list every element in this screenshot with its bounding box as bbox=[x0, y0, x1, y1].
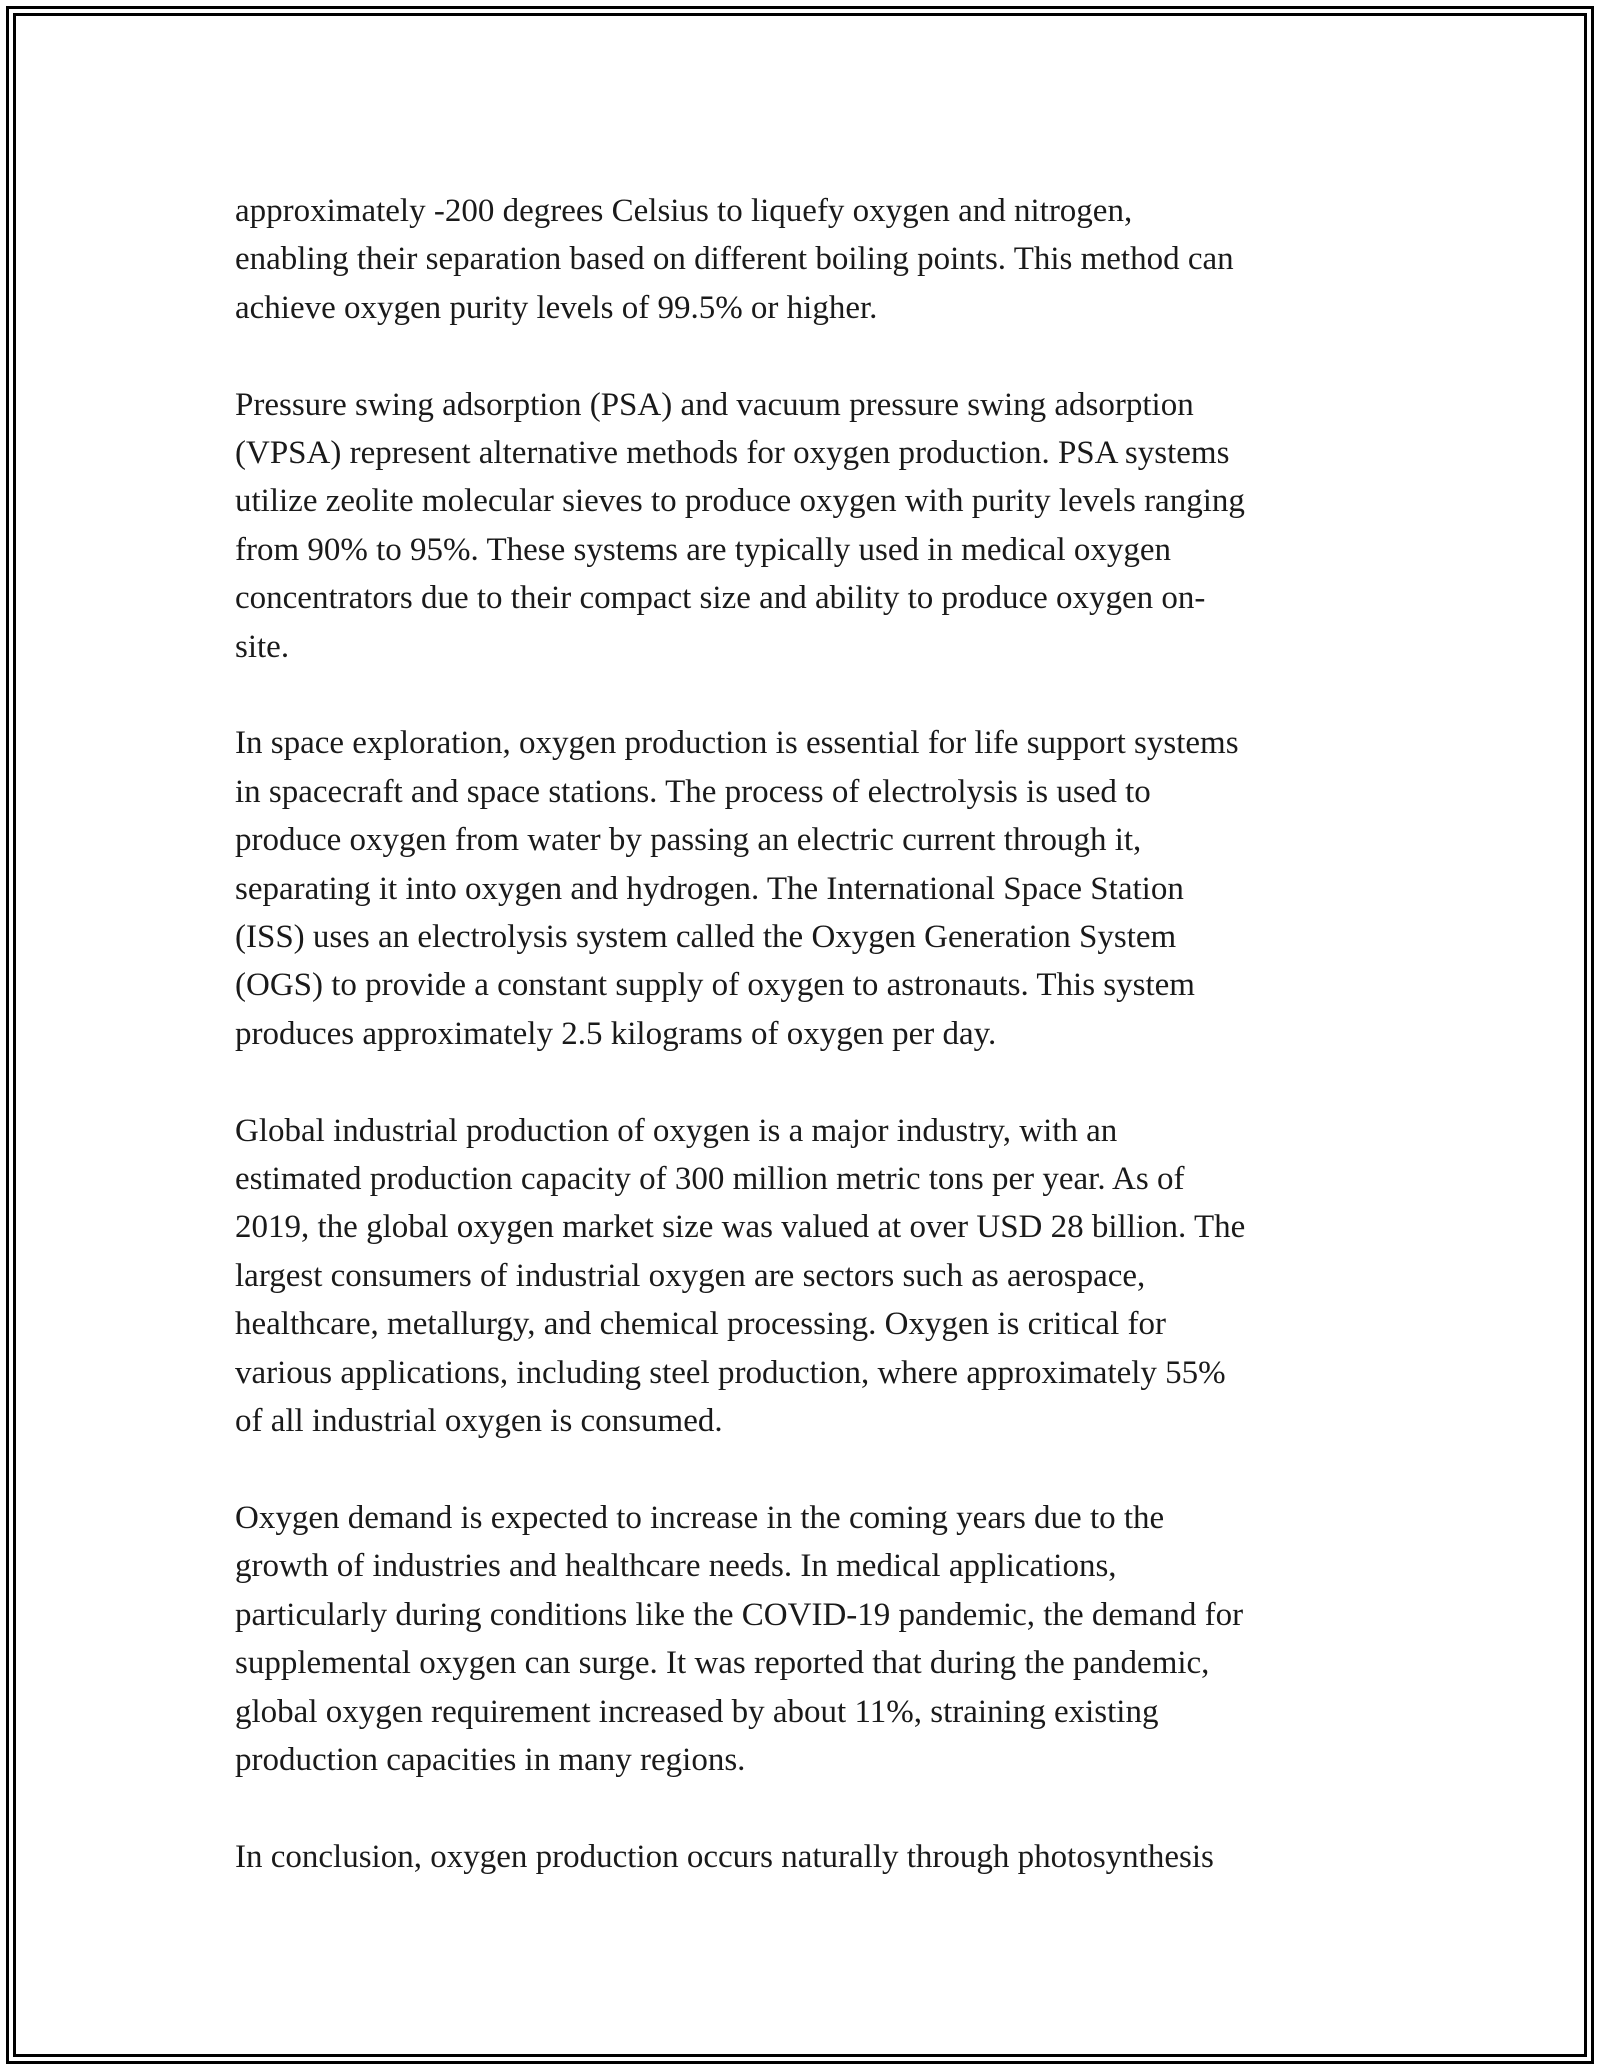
text-line: healthcare, metallurgy, and chemical processing. Oxygen is critical for bbox=[235, 1306, 1166, 1343]
paragraph-global-industry bbox=[235, 1107, 1375, 1446]
text-line: enabling their separation based on different boiling points. This method can bbox=[235, 241, 1234, 278]
text-line: utilize zeolite molecular sieves to produce oxygen with purity levels ranging bbox=[235, 483, 1245, 520]
text-line: from 90% to 95%. These systems are typically used in medical oxygen bbox=[235, 531, 1172, 568]
text-line: concentrators due to their compact size and ability to produce oxygen on- bbox=[235, 580, 1206, 617]
text-line: Global industrial production of oxygen is a major industry, with an bbox=[235, 1112, 1118, 1149]
text-line: In conclusion, oxygen production occurs naturally through photosynthesis bbox=[235, 1838, 1214, 1875]
text-line: largest consumers of industrial oxygen are sectors such as aerospace, bbox=[235, 1257, 1146, 1294]
text-line: site. bbox=[235, 628, 290, 665]
text-line: approximately -200 degrees Celsius to liquefy oxygen and nitrogen, bbox=[235, 193, 1133, 229]
text-line: 2019, the global oxygen market size was valued at over USD 28 billion. The bbox=[235, 1209, 1246, 1246]
text-line: (VPSA) represent alternative methods for oxygen production. PSA systems bbox=[235, 435, 1230, 472]
text-line: produces approximately 2.5 kilograms of oxygen per day. bbox=[235, 1015, 997, 1052]
text-line: various applications, including steel production, where approximately 55% bbox=[235, 1354, 1226, 1391]
paragraph-oxygen-demand bbox=[235, 1494, 1375, 1784]
text-line: supplemental oxygen can surge. It was reported that during the pandemic, bbox=[235, 1645, 1210, 1682]
text-line: Pressure swing adsorption (PSA) and vacuum pressure swing adsorption bbox=[235, 386, 1194, 423]
text-line: produce oxygen from water by passing an electric current through it, bbox=[235, 822, 1142, 859]
document-body bbox=[235, 187, 1375, 1881]
text-line: separating it into oxygen and hydrogen. The International Space Station bbox=[235, 870, 1184, 907]
paragraph-space-exploration bbox=[235, 719, 1375, 1058]
text-line: of all industrial oxygen is consumed. bbox=[235, 1403, 723, 1440]
text-line: achieve oxygen purity levels of 99.5% or higher. bbox=[235, 289, 878, 326]
text-line: global oxygen requirement increased by about 11%, straining existing bbox=[235, 1693, 1159, 1730]
text-line: (OGS) to provide a constant supply of oxygen to astronauts. This system bbox=[235, 967, 1195, 1004]
text-line: growth of industries and healthcare needs. In medical applications, bbox=[235, 1548, 1117, 1585]
paragraph-air-separation bbox=[235, 187, 1375, 332]
paragraph-psa-vpsa bbox=[235, 381, 1375, 671]
text-line: particularly during conditions like the COVID-19 pandemic, the demand for bbox=[235, 1596, 1244, 1633]
text-line: In space exploration, oxygen production is essential for life support systems bbox=[235, 725, 1239, 762]
text-line: estimated production capacity of 300 million metric tons per year. As of bbox=[235, 1161, 1185, 1198]
text-line: production capacities in many regions. bbox=[235, 1741, 746, 1778]
text-line: (ISS) uses an electrolysis system called the Oxygen Generation System bbox=[235, 919, 1177, 956]
text-line: Oxygen demand is expected to increase in the coming years due to the bbox=[235, 1499, 1165, 1536]
paragraph-conclusion bbox=[235, 1833, 1375, 1881]
text-line: in spacecraft and space stations. The process of electrolysis is used to bbox=[235, 773, 1151, 810]
